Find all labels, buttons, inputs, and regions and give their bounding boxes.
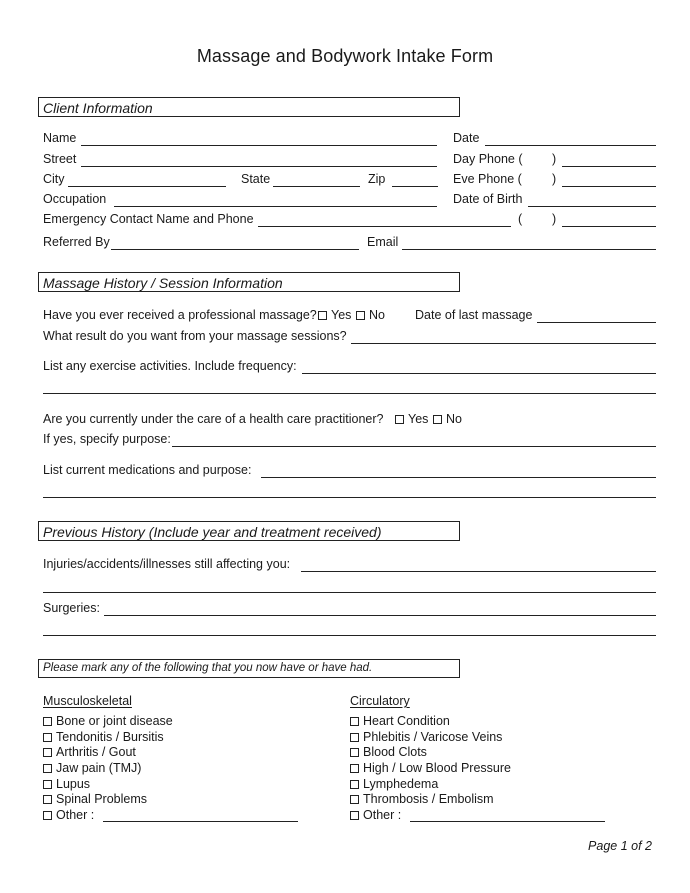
q-purpose-label: If yes, specify purpose: [43, 432, 171, 446]
condition-item[interactable] [350, 745, 511, 761]
checkbox[interactable] [350, 795, 359, 804]
exercise-field-2[interactable] [43, 393, 656, 394]
checkbox[interactable] [350, 717, 359, 726]
day-phone-paren-close: ) [552, 152, 557, 166]
condition-label: High / Low Blood Pressure [363, 761, 511, 776]
section-title-conditions: Please mark any of the following that you now have or have had. [43, 662, 373, 674]
eve-phone-field[interactable] [562, 186, 656, 187]
no-label: No [369, 308, 385, 322]
yes-label: Yes [331, 308, 352, 322]
condition-label: Jaw pain (TMJ) [56, 761, 142, 776]
injuries-field-2[interactable] [43, 592, 656, 593]
checkbox[interactable] [350, 780, 359, 789]
condition-item[interactable] [350, 714, 511, 730]
day-phone-field[interactable] [562, 166, 656, 167]
condition-item[interactable] [350, 777, 511, 793]
state-label: State [241, 172, 271, 186]
condition-item[interactable] [350, 761, 511, 777]
musculoskeletal-other-field[interactable] [103, 821, 298, 822]
referred-field[interactable] [111, 249, 359, 250]
city-label: City [43, 172, 65, 186]
musculoskeletal-heading: Musculoskeletal [43, 694, 132, 708]
surgeries-label: Surgeries: [43, 601, 100, 615]
checkbox[interactable] [43, 748, 52, 757]
emergency-paren-open: ( [518, 212, 523, 226]
q-medications-label: List current medications and purpose: [43, 463, 252, 477]
purpose-field[interactable] [172, 446, 656, 447]
street-field[interactable] [81, 166, 437, 167]
section-header-previous [38, 521, 460, 541]
section-header-client [38, 97, 460, 117]
condition-label: Blood Clots [363, 745, 427, 760]
dob-field[interactable] [528, 206, 656, 207]
section-title-client: Client Information [43, 100, 153, 116]
checkbox[interactable] [43, 780, 52, 789]
name-field[interactable] [81, 145, 437, 146]
name-label: Name [43, 131, 77, 145]
dob-label: Date of Birth [453, 192, 523, 206]
q-care-label: Are you currently under the care of a health care practitioner? [43, 412, 384, 426]
last-massage-field[interactable] [537, 322, 656, 323]
last-massage-label: Date of last massage [415, 308, 533, 322]
condition-label: Spinal Problems [56, 792, 148, 807]
surgeries-field[interactable] [104, 615, 656, 616]
care-yes-option[interactable] [395, 412, 428, 426]
injuries-label: Injuries/accidents/illnesses still affecting you: [43, 557, 291, 571]
section-header-conditions [38, 659, 460, 678]
circulatory-other-field[interactable] [410, 821, 605, 822]
occupation-label: Occupation [43, 192, 107, 206]
condition-label: Other : [56, 808, 95, 823]
q-result-label: What result do you want from your massage sessions? [43, 329, 347, 343]
exercise-field[interactable] [302, 373, 656, 374]
section-header-history [38, 272, 460, 292]
checkbox[interactable] [350, 764, 359, 773]
email-field[interactable] [402, 249, 656, 250]
condition-item[interactable] [43, 745, 173, 761]
emergency-label: Emergency Contact Name and Phone [43, 212, 254, 226]
condition-label: Lupus [56, 776, 91, 791]
condition-item[interactable] [43, 792, 173, 808]
result-field[interactable] [351, 343, 656, 344]
page-number: Page 1 of 2 [588, 839, 652, 853]
form-title: Massage and Bodywork Intake Form [196, 46, 494, 66]
checkbox[interactable] [43, 811, 52, 820]
circulatory-list [350, 714, 511, 824]
condition-label: Lymphedema [363, 776, 439, 791]
date-field[interactable] [485, 145, 656, 146]
q-professional-label: Have you ever received a professional massage? [43, 308, 317, 322]
eve-phone-label: Eve Phone ( [453, 172, 522, 186]
section-title-history: Massage History / Session Information [43, 275, 283, 291]
condition-item[interactable] [43, 730, 173, 746]
care-no-option[interactable] [433, 412, 462, 426]
condition-item[interactable] [43, 761, 173, 777]
condition-item[interactable] [350, 730, 511, 746]
condition-label: Arthritis / Gout [56, 745, 136, 760]
checkbox[interactable] [350, 811, 359, 820]
no-label: No [446, 412, 462, 426]
musculoskeletal-list [43, 714, 173, 824]
occupation-field[interactable] [114, 206, 437, 207]
condition-label: Thrombosis / Embolism [363, 792, 494, 807]
condition-label: Bone or joint disease [56, 714, 173, 728]
checkbox[interactable] [43, 795, 52, 804]
condition-item[interactable] [43, 714, 173, 730]
eve-phone-paren-close: ) [552, 172, 557, 186]
section-title-previous: Previous History (Include year and treatment received) [43, 524, 382, 540]
condition-item[interactable] [43, 777, 173, 793]
checkbox[interactable] [433, 415, 442, 424]
email-label: Email [367, 235, 399, 249]
zip-label: Zip [368, 172, 386, 186]
medications-field[interactable] [261, 477, 656, 478]
checkbox[interactable] [350, 748, 359, 757]
city-field[interactable] [68, 186, 226, 187]
professional-no-option[interactable] [356, 308, 385, 322]
checkbox[interactable] [318, 311, 327, 320]
yes-label: Yes [408, 412, 429, 426]
referred-label: Referred By [43, 235, 110, 249]
emergency-phone-field[interactable] [562, 226, 656, 227]
medications-field-2[interactable] [43, 497, 656, 498]
street-label: Street [43, 152, 77, 166]
day-phone-label: Day Phone ( [453, 152, 523, 166]
q-exercise-label: List any exercise activities. Include frequency: [43, 359, 297, 373]
condition-item[interactable] [350, 792, 511, 808]
checkbox[interactable] [43, 717, 52, 726]
injuries-field[interactable] [301, 571, 656, 572]
checkbox[interactable] [395, 415, 404, 424]
checkbox[interactable] [43, 764, 52, 773]
checkbox[interactable] [43, 733, 52, 742]
surgeries-field-2[interactable] [43, 635, 656, 636]
emergency-paren-close: ) [552, 212, 557, 226]
state-field[interactable] [273, 186, 360, 187]
checkbox[interactable] [356, 311, 365, 320]
professional-yes-option[interactable] [318, 308, 351, 322]
date-label: Date [453, 131, 480, 145]
condition-label: Tendonitis / Bursitis [56, 729, 164, 744]
emergency-field[interactable] [258, 226, 511, 227]
circulatory-heading: Circulatory [350, 694, 410, 708]
zip-field[interactable] [392, 186, 438, 187]
condition-label: Other : [363, 808, 402, 823]
condition-label: Heart Condition [363, 714, 450, 728]
condition-label: Phlebitis / Varicose Veins [363, 729, 503, 744]
checkbox[interactable] [350, 733, 359, 742]
